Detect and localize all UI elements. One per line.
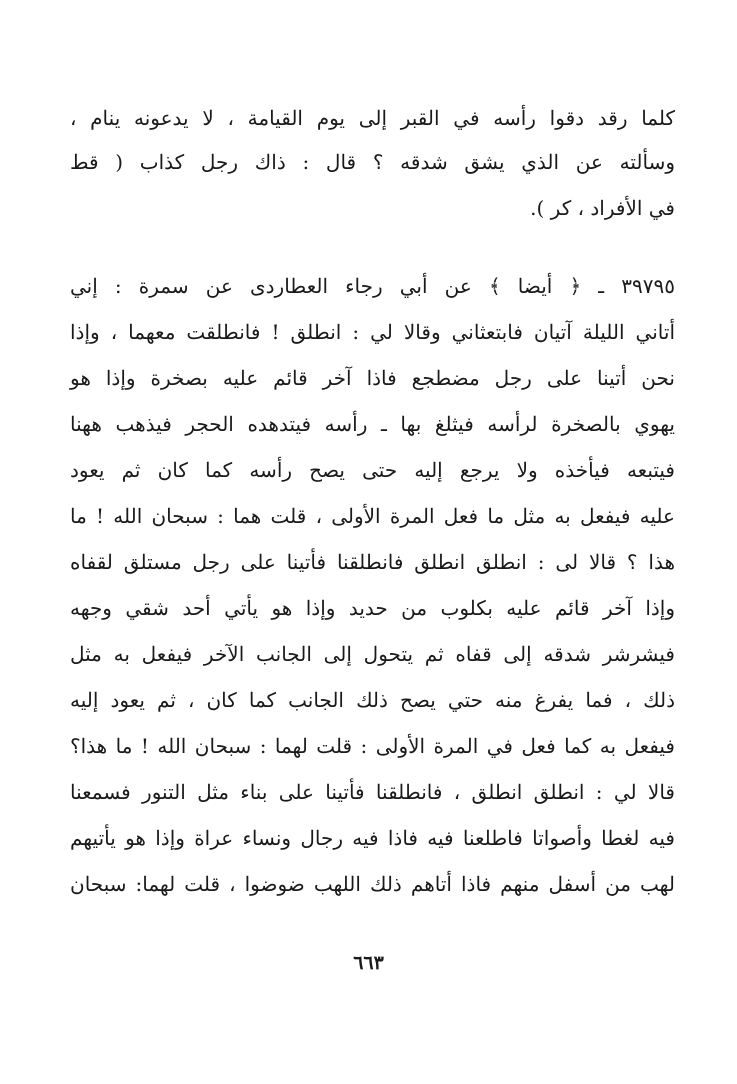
text-line: فيفعل به كما فعل في المرة الأولى : قلت لهما : سبحان الله ! ما هذا؟ (70, 734, 675, 758)
text-line: فيشرشر شدقه إلى قفاه ثم يتحول إلى الجانب الآخر فيفعل به مثل (70, 642, 675, 666)
text-line: وسألته عن الذي يشق شدقه ؟ قال : ذاك رجل كذاب ( قط (70, 150, 675, 174)
text-line: ٣٩٧٩٥ ـ ﴿ أيضا ﴾ عن أبي رجاء العطاردى عن سمرة : إني (70, 274, 675, 298)
text-line: وإذا آخر قائم عليه بكلوب من حديد وإذا هو يأتي أحد شقي وجهه (70, 596, 675, 620)
text-line: ذلك ، فما يفرغ منه حتي يصح ذلك الجانب كما كان ، ثم يعود إليه (70, 688, 675, 712)
text-line: عليه فيفعل به مثل ما فعل المرة الأولى ، قلت هما : سبحان الله ! ما (70, 504, 675, 528)
text-line: يهوي بالصخرة لرأسه فيثلغ بها ـ رأسه فيتدهده الحجر فيذهب ههنا (70, 412, 675, 436)
text-line: كلما رقد دقوا رأسه في القبر إلى يوم القيامة ، لا يدعونه ينام ، (70, 106, 675, 130)
text-line: في الأفراد ، كر ). (530, 196, 675, 220)
text-line: هذا ؟ قالا لى : انطلق انطلق فانطلقنا فأتينا على رجل مستلق لقفاه (70, 550, 675, 574)
text-line: قالا لي : انطلق انطلق ، فانطلقنا فأتينا على بناء مثل التنور فسمعنا (70, 780, 675, 804)
text-line: لهب من أسفل منهم فاذا أتاهم ذلك اللهب ضوضوا ، قلت لهما: سبحان (70, 872, 675, 896)
text-line: فيه لغطا وأصواتا فاطلعنا فيه فاذا فيه رجال ونساء عراة وإذا هو يأتيهم (70, 826, 675, 850)
text-line: أتاني الليلة آتيان فابتعثاني وقالا لي : انطلق ! فانطلقت معهما ، وإذا (70, 320, 675, 344)
text-line: فيتبعه فيأخذه ولا يرجع إليه حتى يصح رأسه كما كان ثم يعود (70, 458, 675, 482)
text-line: نحن أتينا على رجل مضطجع فاذا آخر قائم عليه بصخرة وإذا هو (70, 366, 675, 390)
page-number: ٦٦٣ (353, 952, 384, 974)
